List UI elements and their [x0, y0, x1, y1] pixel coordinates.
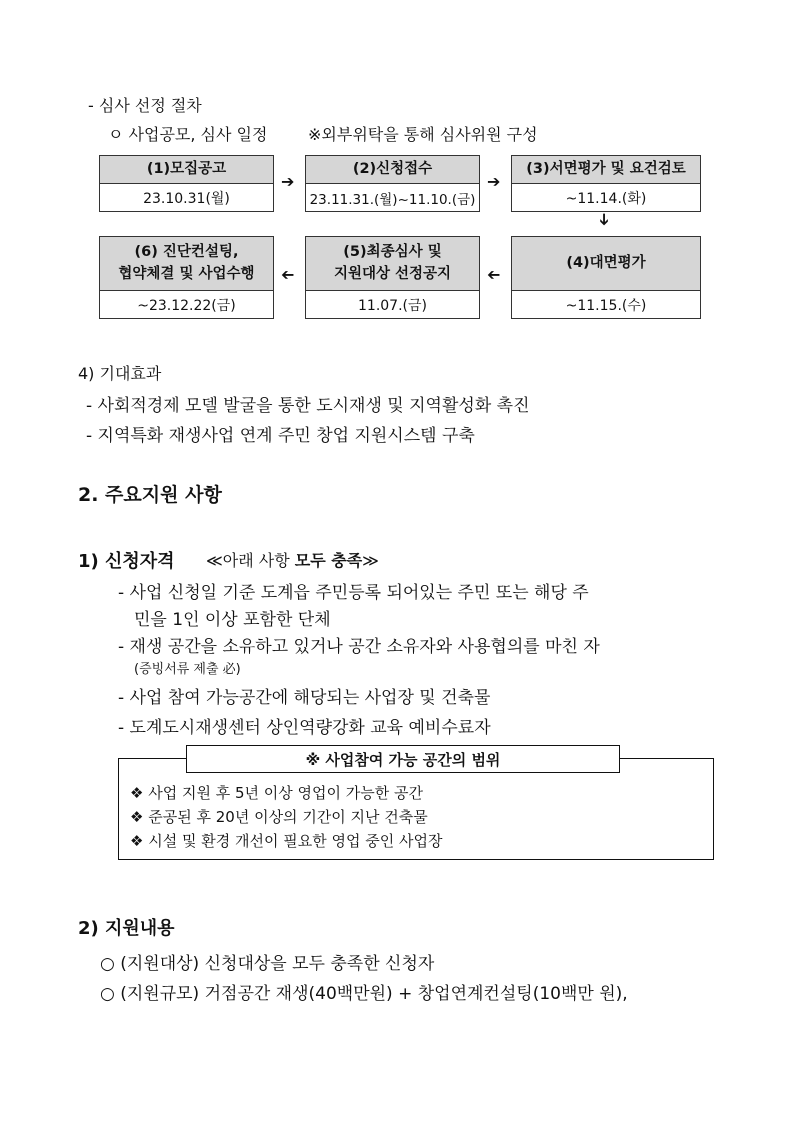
eligibility-note-suffix: ≫	[362, 551, 379, 570]
arrow-left-icon: ➔	[487, 265, 501, 284]
flow-step-6-title-line1: (6) 진단컨설팅,	[134, 243, 239, 260]
range-item-2-text: 준공된 후 20년 이상의 기간이 지난 건축물	[148, 808, 428, 826]
arrow-right-icon: ➔	[281, 172, 295, 191]
flow-step-4-title: (4)대면평가	[512, 237, 700, 291]
diamond-bullet-icon: ❖	[130, 784, 144, 802]
flow-step-3-date: ~11.14.(화)	[565, 190, 647, 207]
effects-item-1: - 사회적경제 모델 발굴을 통한 도시재생 및 지역활성화 촉진	[86, 396, 530, 416]
flow-step-5-title	[306, 237, 479, 291]
range-title: ※ 사업참여 가능 공간의 범위	[186, 745, 620, 773]
flow-step-4	[511, 236, 701, 319]
diamond-bullet-icon: ❖	[130, 808, 144, 826]
flow-step-6-date: ~23.12.22(금)	[137, 297, 236, 314]
flow-step-5-title-line2: 지원대상 선정공지	[333, 265, 452, 282]
schedule-note-left: ㅇ 사업공모, 심사 일정	[108, 125, 268, 144]
section-2-title: 2. 주요지원 사항	[78, 484, 222, 506]
support-item-2: ○ (지원규모) 거점공간 재생(40백만원) + 창업연계컨설팅(10백만 원),	[100, 984, 628, 1004]
arrow-right-icon: ➔	[487, 172, 501, 191]
eligibility-note-prefix: ≪아래 사항	[206, 551, 295, 570]
arrow-down-icon: ➔	[595, 212, 615, 227]
eligibility-item-3: - 사업 참여 가능공간에 해당되는 사업장 및 건축물	[118, 688, 491, 708]
arrow-left-icon: ➔	[281, 265, 295, 284]
flow-step-2-title: (2)신청접수	[306, 156, 479, 184]
eligibility-item-2-line2: (증빙서류 제출 必)	[134, 662, 241, 677]
range-item-3-text: 시설 및 환경 개선이 필요한 영업 중인 사업장	[148, 832, 443, 850]
flow-step-1-title: (1)모집공고	[100, 156, 273, 184]
eligibility-note	[206, 548, 379, 571]
flow-step-4-date: ~11.15.(수)	[565, 297, 647, 314]
support-item-1: ○ (지원대상) 신청대상을 모두 충족한 신청자	[100, 954, 435, 974]
procedure-heading: - 심사 선정 절차	[88, 96, 202, 115]
eligibility-item-1-line1: - 사업 신청일 기준 도계읍 주민등록 되어있는 주민 또는 해당 주	[118, 583, 589, 603]
eligibility-item-2-line1: - 재생 공간을 소유하고 있거나 공간 소유자와 사용협의를 마친 자	[118, 637, 600, 657]
diamond-bullet-icon: ❖	[130, 832, 144, 850]
flow-step-2	[305, 155, 480, 212]
range-item-1-text: 사업 지원 후 5년 이상 영업이 가능한 공간	[148, 784, 423, 802]
range-item-3	[130, 830, 442, 851]
flow-step-3-title: (3)서면평가 및 요건검토	[512, 156, 700, 184]
flow-step-5-title-line1: (5)최종심사 및	[343, 243, 442, 260]
eligibility-item-4: - 도계도시재생센터 상인역량강화 교육 예비수료자	[118, 718, 491, 738]
flow-step-3	[511, 155, 701, 212]
flow-step-5-date: 11.07.(금)	[358, 297, 427, 314]
support-heading: 2) 지원내용	[78, 918, 175, 939]
eligibility-heading: 1) 신청자격	[78, 551, 175, 572]
flow-step-2-date: 23.11.31.(월)~11.10.(금)	[309, 191, 476, 208]
flow-step-1	[99, 155, 274, 212]
flow-step-6-title-line2: 협약체결 및 사업수행	[118, 265, 255, 282]
effects-heading: 4) 기대효과	[78, 364, 162, 383]
range-item-1	[130, 782, 423, 803]
flow-step-5	[305, 236, 480, 319]
flow-step-1-date: 23.10.31(월)	[143, 190, 230, 207]
schedule-note-right: ※외부위탁을 통해 심사위원 구성	[308, 125, 538, 144]
range-item-2	[130, 806, 428, 827]
eligibility-note-bold: 모두 충족	[294, 551, 363, 570]
flow-step-6-title	[100, 237, 273, 291]
flow-step-6	[99, 236, 274, 319]
effects-item-2: - 지역특화 재생사업 연계 주민 창업 지원시스템 구축	[86, 426, 475, 446]
eligibility-item-1-line2: 민을 1인 이상 포함한 단체	[134, 610, 331, 630]
